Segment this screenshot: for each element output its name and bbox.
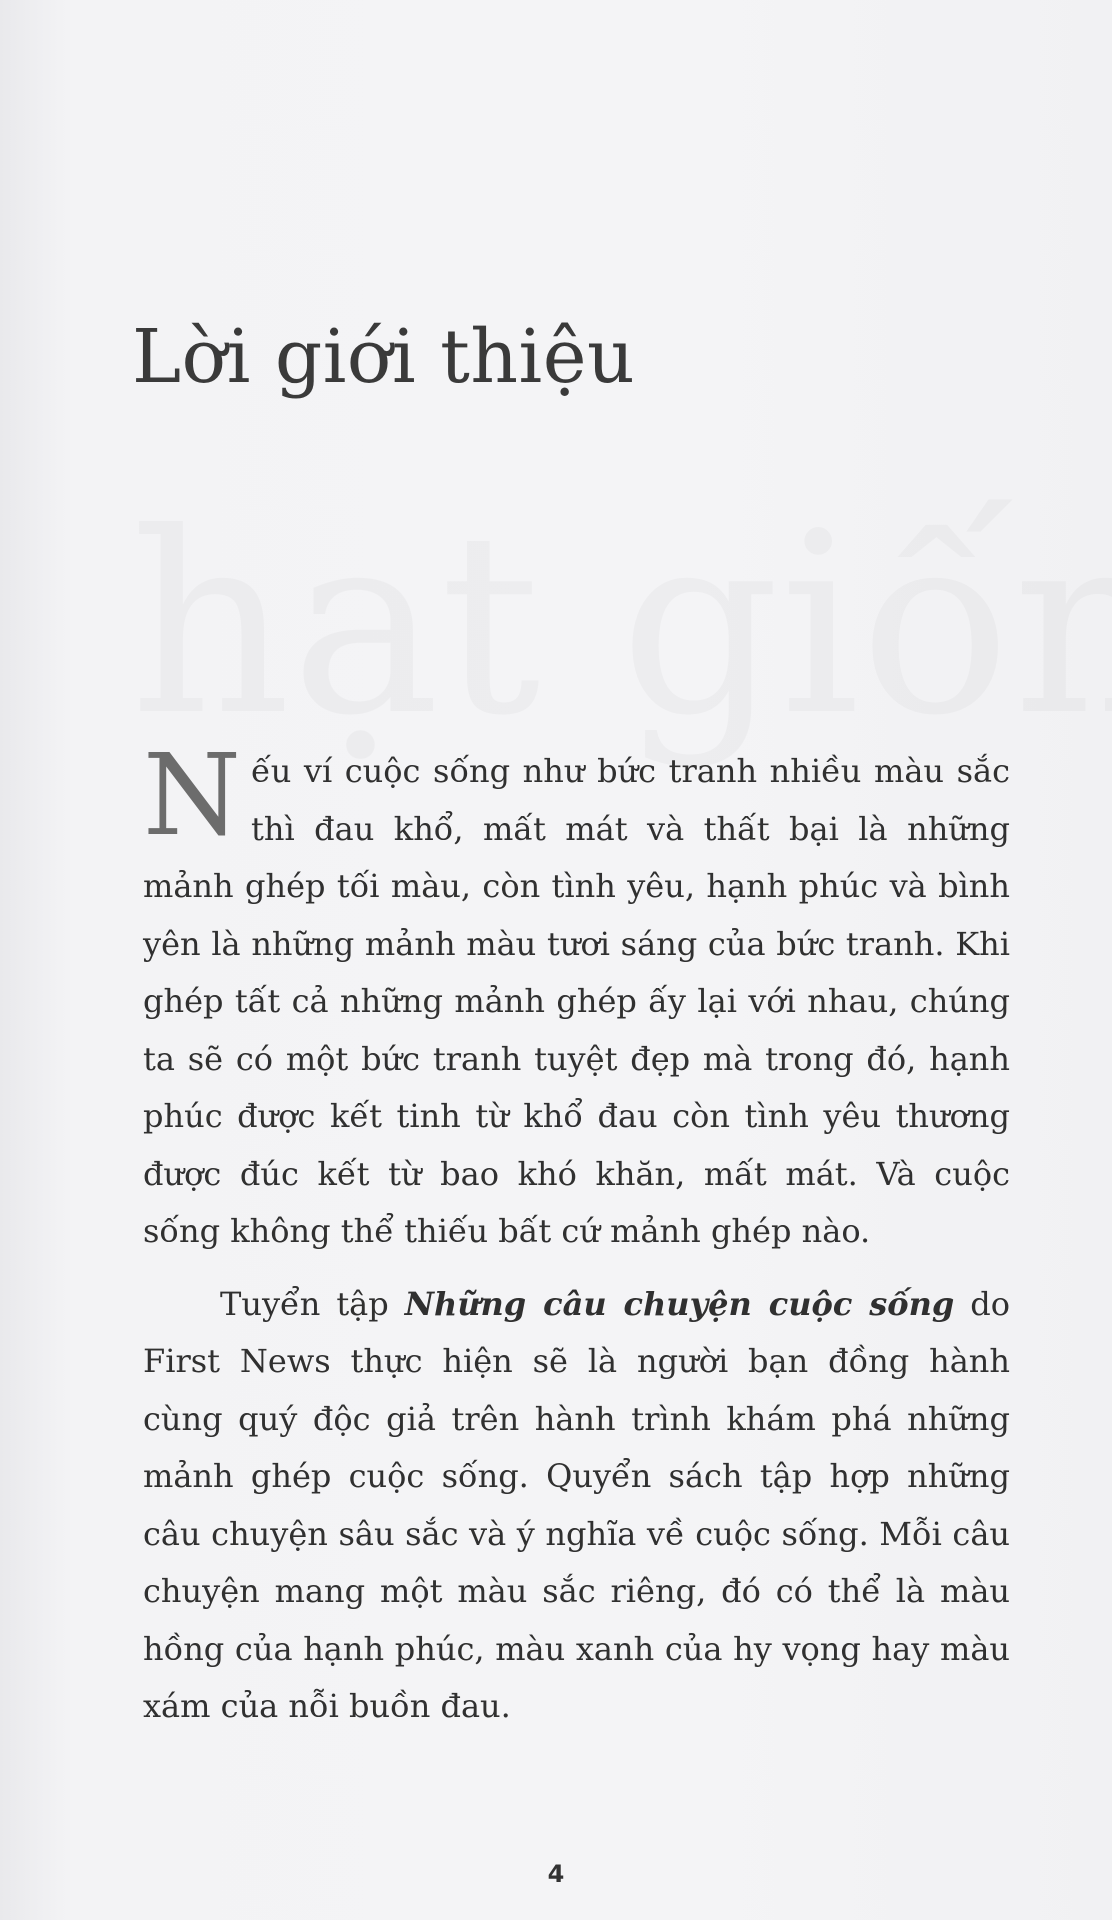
paragraph-intro bbox=[143, 731, 1010, 1261]
body-text bbox=[143, 731, 1011, 1736]
drop-cap: N bbox=[143, 731, 241, 861]
background-watermark bbox=[130, 500, 1112, 750]
paragraph-book-text-after: do First News thực hiện sẽ là người bạn đồng hành cùng quý độc giả trên hành trình khám phá những mảnh ghép cuộc sống. Quyển sách tập hợp những câu chuyện sâu sắc và ý nghĩa về cuộc sống. Mỗi câu chuyện mang một màu sắc riêng, đó có thể là màu hồng của hạnh phúc, màu xanh của hy vọng hay màu xám của nỗi buồn đau. bbox=[143, 1284, 1011, 1725]
paragraph-intro-text: ếu ví cuộc sống như bức tranh nhiều màu sắc thì đau khổ, mất mát và thất bại là những mảnh ghép tối màu, còn tình yêu, hạnh phúc và bình yên là những mảnh màu tươi sáng của bức tranh. Khi ghép tất cả những mảnh ghép ấy lại với nhau, chúng ta sẽ có một bức tranh tuyệt đẹp mà trong đó, hạnh phúc được kết tinh từ khổ đau còn tình yêu thương được đúc kết từ bao khó khăn, mất mát. Và cuộc sống không thể thiếu bất cứ mảnh ghép nào. bbox=[143, 752, 1010, 1250]
page-number: 4 bbox=[547, 1860, 565, 1888]
page-title: Lời giới thiệu bbox=[132, 314, 636, 400]
paragraph-book bbox=[143, 1276, 1010, 1736]
book-title: Những câu chuyện cuộc sống bbox=[404, 1284, 955, 1323]
paragraph-book-text-before: Tuyển tập bbox=[220, 1284, 405, 1323]
